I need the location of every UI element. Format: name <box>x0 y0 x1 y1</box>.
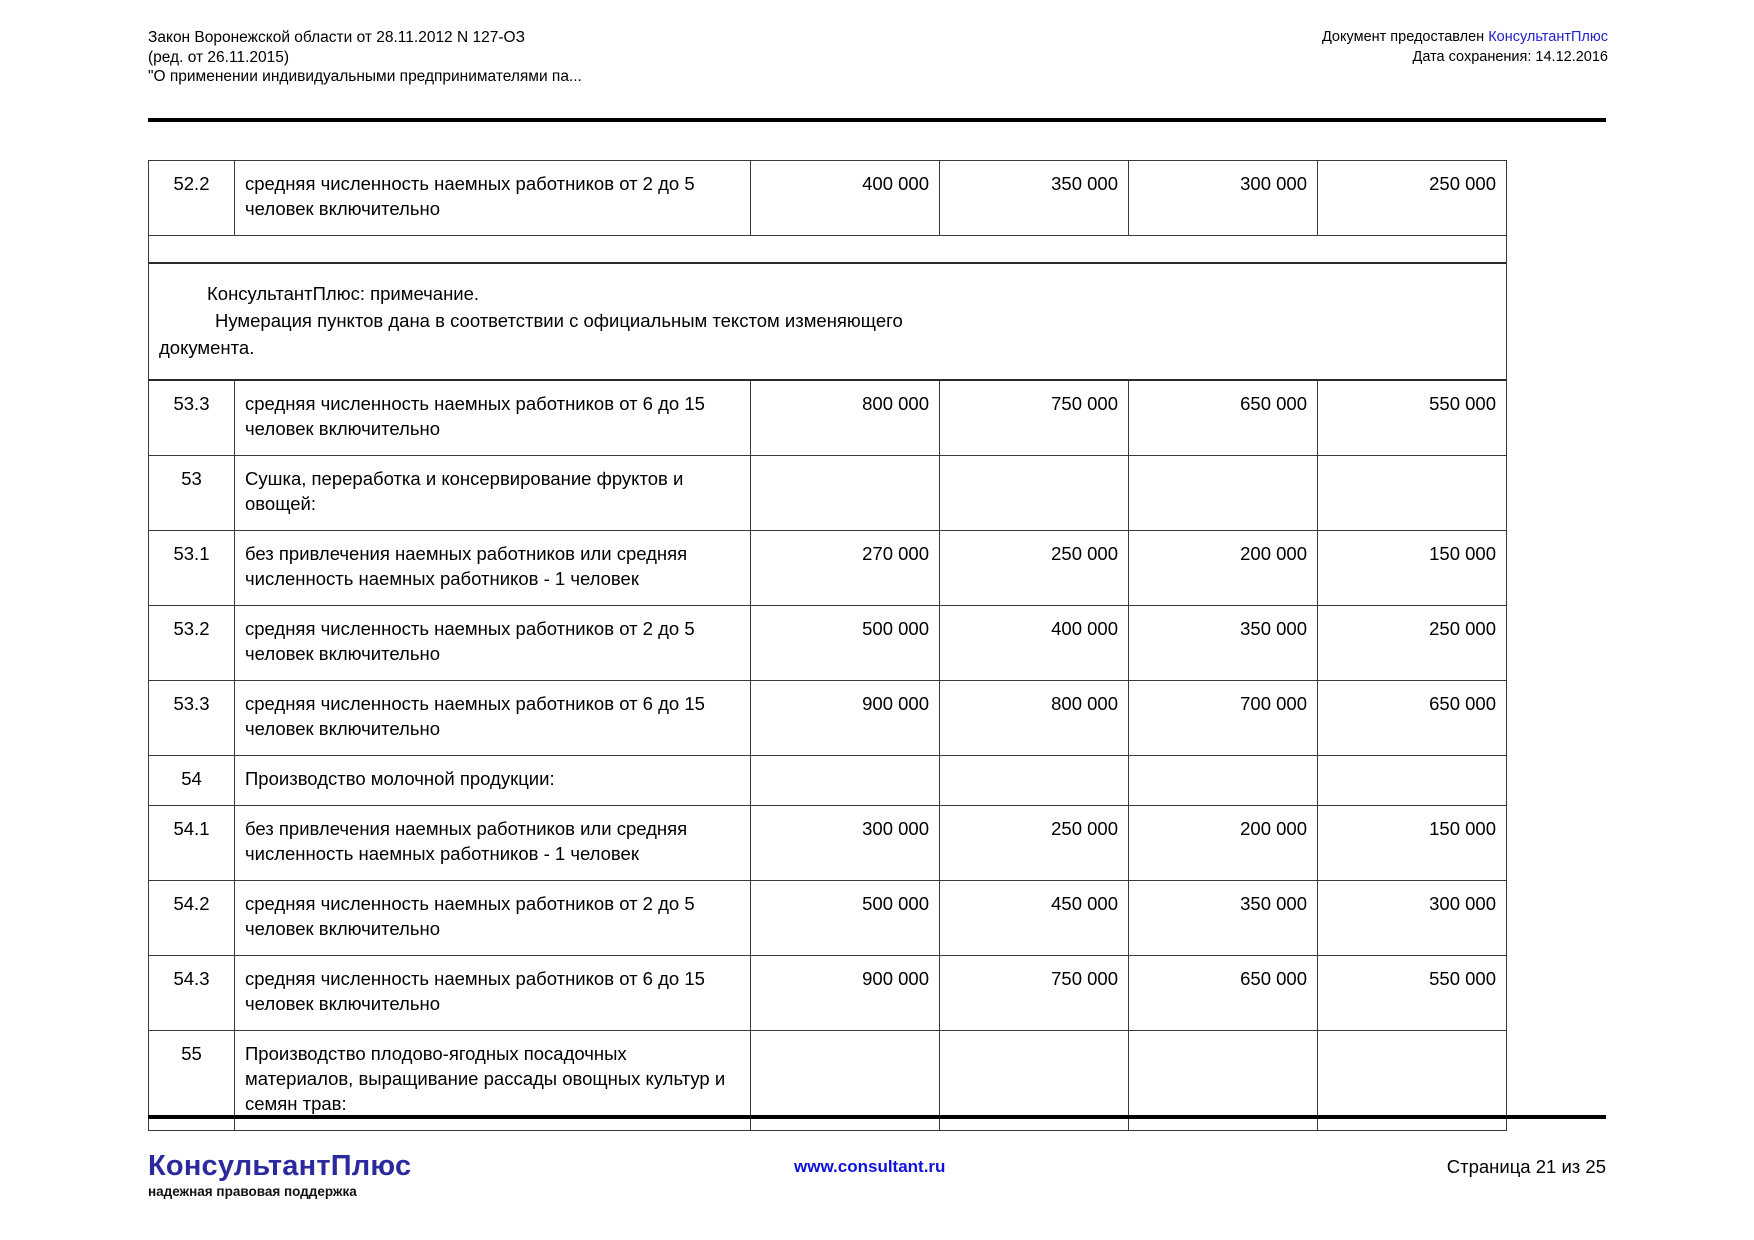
table-row <box>149 456 1507 531</box>
row-value-cell-2: 750 000 <box>940 380 1129 456</box>
table-row <box>149 806 1507 881</box>
row-value-cell-3: 350 000 <box>1129 881 1318 956</box>
row-value-cell-4 <box>1318 756 1507 806</box>
row-description-cell: без привлечения наемных работников или средняя численность наемных работников - 1 человек <box>235 531 751 606</box>
header-provided-by-label: Документ предоставлен <box>1321 29 1489 45</box>
row-value-cell-2: 250 000 <box>940 531 1129 606</box>
row-number-cell: 54.3 <box>149 956 235 1031</box>
row-value-cell-1 <box>751 756 940 806</box>
row-value-cell-3 <box>1129 756 1318 806</box>
table-row <box>149 681 1507 756</box>
row-value-cell-3 <box>1129 456 1318 531</box>
table-spacer-cell <box>149 236 1507 264</box>
table-spacer-row <box>149 236 1507 264</box>
table-row <box>149 161 1507 236</box>
table-row <box>149 756 1507 806</box>
table-row <box>149 531 1507 606</box>
row-value-cell-2: 250 000 <box>940 806 1129 881</box>
row-value-cell-2: 450 000 <box>940 881 1129 956</box>
consultant-note-row <box>149 263 1507 380</box>
row-value-cell-1 <box>751 456 940 531</box>
row-value-cell-2: 750 000 <box>940 956 1129 1031</box>
note-body-line-2: документа. <box>159 337 255 358</box>
footer-divider-rule <box>148 1115 1606 1119</box>
row-value-cell-4: 150 000 <box>1318 531 1507 606</box>
row-description-cell: Сушка, переработка и консервирование фруктов и овощей: <box>235 456 751 531</box>
document-footer <box>148 1150 1606 1220</box>
row-description-cell: средняя численность наемных работников от 6 до 15 человек включительно <box>235 681 751 756</box>
row-value-cell-2: 800 000 <box>940 681 1129 756</box>
note-heading: КонсультантПлюс: примечание. <box>207 283 480 304</box>
note-body-line-1: Нумерация пунктов дана в соответствии с официальным текстом изменяющего <box>215 310 903 331</box>
consultant-plus-logo <box>148 1150 411 1201</box>
row-number-cell: 53.1 <box>149 531 235 606</box>
row-number-cell: 52.2 <box>149 161 235 236</box>
row-value-cell-1: 800 000 <box>751 380 940 456</box>
row-value-cell-4: 250 000 <box>1318 606 1507 681</box>
row-value-cell-3: 650 000 <box>1129 380 1318 456</box>
row-value-cell-1: 500 000 <box>751 606 940 681</box>
footer-website-link[interactable]: www.consultant.ru <box>794 1157 946 1176</box>
row-number-cell: 53.3 <box>149 380 235 456</box>
row-value-cell-4: 150 000 <box>1318 806 1507 881</box>
row-value-cell-2 <box>940 456 1129 531</box>
row-description-cell: Производство плодово-ягодных посадочных материалов, выращивание рассады овощных культур и семян трав: <box>235 1031 751 1131</box>
row-value-cell-1: 300 000 <box>751 806 940 881</box>
row-description-cell: без привлечения наемных работников или средняя численность наемных работников - 1 человек <box>235 806 751 881</box>
row-value-cell-4 <box>1318 456 1507 531</box>
consultant-note-cell <box>149 263 1507 380</box>
row-number-cell: 53 <box>149 456 235 531</box>
row-description-cell: средняя численность наемных работников от 6 до 15 человек включительно <box>235 380 751 456</box>
table-row <box>149 881 1507 956</box>
row-value-cell-1: 900 000 <box>751 681 940 756</box>
row-description-cell: Производство молочной продукции: <box>235 756 751 806</box>
consultant-plus-link[interactable]: КонсультантПлюс <box>1488 29 1608 45</box>
row-number-cell: 55 <box>149 1031 235 1131</box>
row-value-cell-1: 270 000 <box>751 531 940 606</box>
header-title-line-3: "О применении индивидуальными предпринимателями па... <box>148 68 582 85</box>
row-number-cell: 54.2 <box>149 881 235 956</box>
header-document-title <box>148 28 582 87</box>
header-title-line-2: (ред. от 26.11.2015) <box>148 48 289 66</box>
row-number-cell: 54.1 <box>149 806 235 881</box>
header-provided-by <box>1322 28 1608 48</box>
row-value-cell-1: 500 000 <box>751 881 940 956</box>
table-row <box>149 606 1507 681</box>
footer-page-number: Страница 21 из 25 <box>1446 1156 1606 1177</box>
row-value-cell-4: 650 000 <box>1318 681 1507 756</box>
logo-main-text: КонсультантПлюс <box>148 1150 412 1182</box>
row-value-cell-3: 200 000 <box>1129 806 1318 881</box>
rates-table-body <box>149 161 1507 1131</box>
row-value-cell-2: 350 000 <box>940 161 1129 236</box>
row-value-cell-4: 300 000 <box>1318 881 1507 956</box>
row-value-cell-2: 400 000 <box>940 606 1129 681</box>
row-description-cell: средняя численность наемных работников от 2 до 5 человек включительно <box>235 161 751 236</box>
logo-tagline: надежная правовая поддержка <box>148 1184 357 1199</box>
row-number-cell: 53.2 <box>149 606 235 681</box>
row-value-cell-3: 350 000 <box>1129 606 1318 681</box>
row-value-cell-1: 900 000 <box>751 956 940 1031</box>
document-header <box>148 28 1608 87</box>
header-provider-info <box>1322 28 1608 67</box>
row-value-cell-1: 400 000 <box>751 161 940 236</box>
table-row <box>149 380 1507 456</box>
row-value-cell-2 <box>940 756 1129 806</box>
row-value-cell-4: 550 000 <box>1318 956 1507 1031</box>
header-title-line-1: Закон Воронежской области от 28.11.2012 N 127-ОЗ <box>148 29 525 46</box>
header-saved-date: Дата сохранения: 14.12.2016 <box>1412 48 1608 65</box>
row-value-cell-4: 250 000 <box>1318 161 1507 236</box>
rates-table-container <box>148 160 1506 1131</box>
row-number-cell: 53.3 <box>149 681 235 756</box>
row-value-cell-4: 550 000 <box>1318 380 1507 456</box>
row-description-cell: средняя численность наемных работников от 2 до 5 человек включительно <box>235 606 751 681</box>
row-description-cell: средняя численность наемных работников от 2 до 5 человек включительно <box>235 881 751 956</box>
row-value-cell-3: 300 000 <box>1129 161 1318 236</box>
row-value-cell-3: 200 000 <box>1129 531 1318 606</box>
row-value-cell-3: 700 000 <box>1129 681 1318 756</box>
row-number-cell: 54 <box>149 756 235 806</box>
row-description-cell: средняя численность наемных работников от 6 до 15 человек включительно <box>235 956 751 1031</box>
rates-table <box>148 160 1507 1131</box>
header-divider-rule <box>148 118 1606 122</box>
table-row <box>149 956 1507 1031</box>
row-value-cell-3: 650 000 <box>1129 956 1318 1031</box>
